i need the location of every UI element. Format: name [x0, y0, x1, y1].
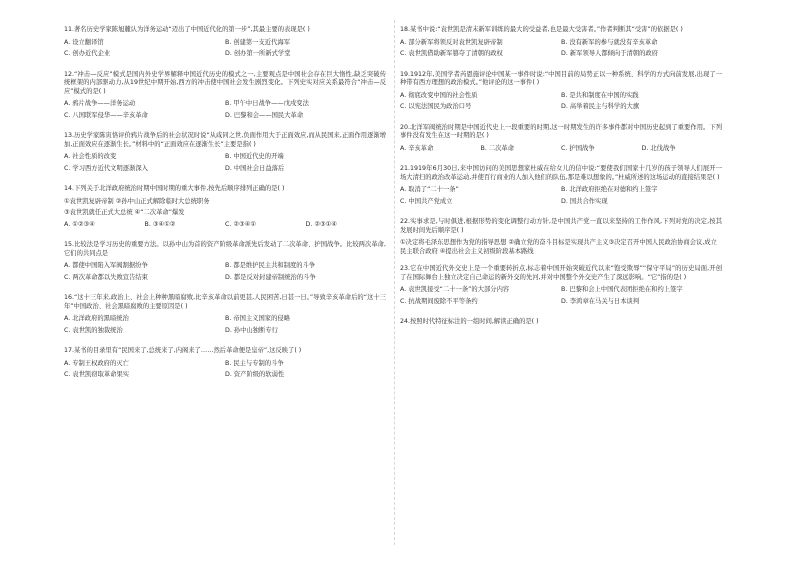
answer-option: B. 是共和制度在中国的实践 [561, 91, 639, 99]
answer-option: D. 李鸿章在马关与日本谈判 [561, 297, 640, 305]
answer-option: A. 取消了“二十一条” [400, 186, 459, 193]
answer-option: B. 甲午中日战争——戊戌变法 [225, 100, 309, 107]
answer-option: A. 彻底改变中国的社会性质 [400, 91, 478, 99]
question-block [64, 71, 386, 124]
answer-options [400, 186, 722, 209]
answer-options [64, 360, 386, 383]
question-stem: 15.比较法是学习历史的重要方法。以孙中山为首的资产阶级革命派先后发动了二次革命、护国战争。比较两次革命,它们的共同点是 [64, 241, 386, 257]
answer-option: A. 袁世凯接受“二十一条”的大部分内容 [400, 286, 510, 293]
question-stem: 20.北洋军阀统治时期是中国近代史上一段重要的时期,这一时期发生的许多事件都对中国历史起到了重要作用。下列事件没有发生在这一时期的是( ) [400, 123, 722, 139]
answer-options [64, 315, 386, 338]
answer-option: A. 专制王权政府的灭亡 [64, 359, 129, 367]
question-stem: 11.著名历史学家陈旭麓认为洋务运动“迈出了中国近代化的第一步”,其最主要的表现是( ) [64, 26, 310, 33]
answer-option: C. 学习西方近代文明逐渐深入 [64, 164, 148, 172]
left-column [64, 26, 386, 392]
answer-option: B. 中国近代史的开端 [225, 153, 284, 160]
answer-option: C. 中国共产党成立 [400, 197, 453, 205]
answer-option: C. 创办近代企业 [64, 50, 111, 57]
answer-option: B. 帝国主义国家的侵略 [225, 315, 290, 322]
question-block [64, 132, 386, 176]
answer-option: D. 都是反对封建帝制统治的斗争 [225, 273, 316, 281]
answer-option: A. 设立翻译馆 [64, 38, 104, 46]
question-stem: 23.它在中国近代外交史上是一个重要转折点,标志着中国开始突破近代以来“饱受欺辱”“保守平局”的历史局面,开创了在国际舞台上独立决定自己命运的新外交的先河,并对中国整个外交史产生了深远影响。“它”指的是( ) [400, 265, 722, 281]
question-item-list: ①袁世凯复辟帝制 ②孙中山正式解除临时大总统职务 [64, 197, 210, 205]
answer-option: A. 北洋政府的黑暗统治 [64, 315, 129, 322]
answer-option: B. 没有新军的参与就没有辛亥革命 [561, 38, 658, 46]
question-block [64, 241, 386, 285]
answer-option: D. 创办第一所新式学堂 [225, 50, 291, 57]
question-stem: 22.实事求是,与时俱进,根据形势的变化调整行动方针,是中国共产党一直以来坚持的工作作风,下列对党的决定,按其发展时间先后顺序是( ) [400, 218, 722, 234]
question-block [400, 124, 722, 157]
question-stem: 19.1912年,美国学者芮恩施评论中国某一事件时说:“中国目前的局势正以一种系统、科学的方式向前发展,出现了一种带有西方理想的政治模式。”他评论的这一事件( ) [400, 70, 722, 86]
answer-option: A. ①②③④ [64, 220, 95, 228]
question-stem: 21.1919年6月30日,来中国访问的美国思想家杜威在给女儿的信中说:“要使我们国家十几岁的孩子领导人们展开一场大清扫的政治改革运动,并使百行商业的人加入他们的队伍,那是难以想象的。”杜威所述的这场运动的直接结果是( ) [400, 165, 722, 181]
answer-options [400, 286, 722, 309]
answer-options [64, 221, 386, 233]
question-block [400, 165, 722, 209]
answer-option: C. 袁世凯窃取革命果实 [64, 371, 130, 378]
answer-option: C. 抗战期间废除不平等条约 [400, 297, 478, 305]
answer-option: D. 高举着民主与科学的大旗 [561, 103, 640, 110]
question-stem: 18.某书中说:“袁世凯是清末新军训练的最大的受益者,也是最大受害者。”作者判断其“受害”的依据是( ) [400, 26, 683, 33]
answer-options [64, 153, 386, 176]
question-stem: 16.“这十三年来,政治上、社会上种种黑暗腐败,比辛亥革命以前更甚,人民困苦,日甚一日。”导致辛亥革命后的“这十三年”中国政治、社会黑暗腐败的主要原因是( ) [64, 294, 386, 310]
right-column [400, 26, 722, 336]
answer-option: A. 辛亥革命 [400, 144, 434, 152]
answer-option: A. 部分新军将领反对袁世凯复辟帝制 [400, 38, 503, 46]
question-block [400, 265, 722, 309]
answer-options [400, 145, 722, 157]
question-block [400, 26, 722, 62]
answer-option: B. 民主与专制的斗争 [225, 359, 284, 367]
question-block [400, 318, 722, 327]
answer-option: D. 新军领导人都倾向于清朝的政府 [561, 50, 659, 57]
answer-option: D. 国共合作实现 [561, 197, 608, 205]
question-stem: 13.历史学家陈寅恪评价鸦片战争后的社会状况时说“从咸同之世,负面作用大于正面效应,而从民国来,正面作用逐渐增加,正面效应在逐渐生长。”材料中的“正面效应在逐渐生长”主要是指( ) [64, 132, 386, 148]
answer-option: D. 中国社会日益落后 [225, 164, 285, 172]
answer-options [64, 39, 386, 62]
answer-option: B. 都是维护民主共和制度的斗争 [225, 262, 316, 269]
answer-option: D. 孙中山独断专行 [225, 326, 278, 334]
answer-options [400, 39, 722, 62]
answer-option: B. ③④①② [144, 220, 176, 228]
question-block [400, 218, 722, 256]
answer-option: D. ②③①④ [305, 220, 337, 228]
question-stem: 17.某书的目录里有“民国来了,总统来了,内阁来了……然后革命便是皇帝”,这反映了( ) [64, 347, 302, 354]
answer-option: A. 鸦片战争——洋务运动 [64, 100, 136, 107]
question-block [64, 185, 386, 232]
answer-options [64, 100, 386, 123]
answer-option: D. 北伐战争 [641, 144, 676, 152]
question-block [400, 71, 722, 115]
answer-option: C. 八国联军侵华——辛亥革命 [64, 111, 148, 119]
page-divider [394, 20, 395, 545]
answer-option: D. 巴黎和会——国民大革命 [225, 111, 304, 119]
answer-option: C. 护国战争 [561, 144, 595, 152]
question-block [64, 294, 386, 338]
answer-option: B. 二次革命 [480, 144, 515, 152]
answer-option: C. 袁世凯借助新军篡夺了清朝的政权 [400, 50, 503, 57]
question-block [64, 347, 386, 383]
answer-option: C. ②③④① [225, 220, 256, 228]
answer-option: B. 巴黎和会上中国代表团拒绝在和约上签字 [561, 286, 683, 293]
answer-option: B. 创建第一支近代海军 [225, 38, 290, 46]
answer-options [64, 262, 386, 285]
question-stem: 24.按照时代特征标注的一组时间,解读正确的是( ) [400, 318, 539, 325]
answer-option: A. 社会性质的改变 [64, 153, 117, 160]
answer-option: C. 两次革命都以失败宣告结束 [64, 273, 148, 281]
question-block [64, 26, 386, 62]
answer-option: D. 资产阶级的软弱性 [225, 371, 285, 378]
question-item-list: ①决定将毛泽东思想作为党的指导思想 ②确立党的奋斗目标是实现共产主义③决定召开中国人民政治协商会议,成立民主联合政府 ④提出社会主义初级阶段基本路线 [400, 239, 717, 255]
answer-option: A. 都使中国陷入军阀割据纷争 [64, 262, 148, 269]
answer-option: C. 以宪法国民为政治口号 [400, 103, 472, 110]
question-item-list: ③袁世凯就任正式大总统 ④“二次革命”爆发 [64, 209, 185, 216]
question-stem: 12.“冲击—反应”模式是国内外史学界解释中国近代历史的模式之一,主要观点是中国社会存在巨大惰性,缺乏突破传统框架的内部驱动力,从19世纪中期开始,西方的冲击使中国社会发生剧烈变化。下列史实对应关系最符合“冲击—反应”模式的是( ) [64, 70, 386, 95]
answer-option: C. 袁世凯的独裁统治 [64, 326, 123, 334]
answer-options [400, 92, 722, 115]
question-stem: 14.下列关于北洋政府统治时期中国时期的重大事件,按先后顺序排列正确的是( ) [64, 185, 285, 192]
answer-option: B. 北洋政府拒绝在对德和约上签字 [561, 186, 658, 193]
